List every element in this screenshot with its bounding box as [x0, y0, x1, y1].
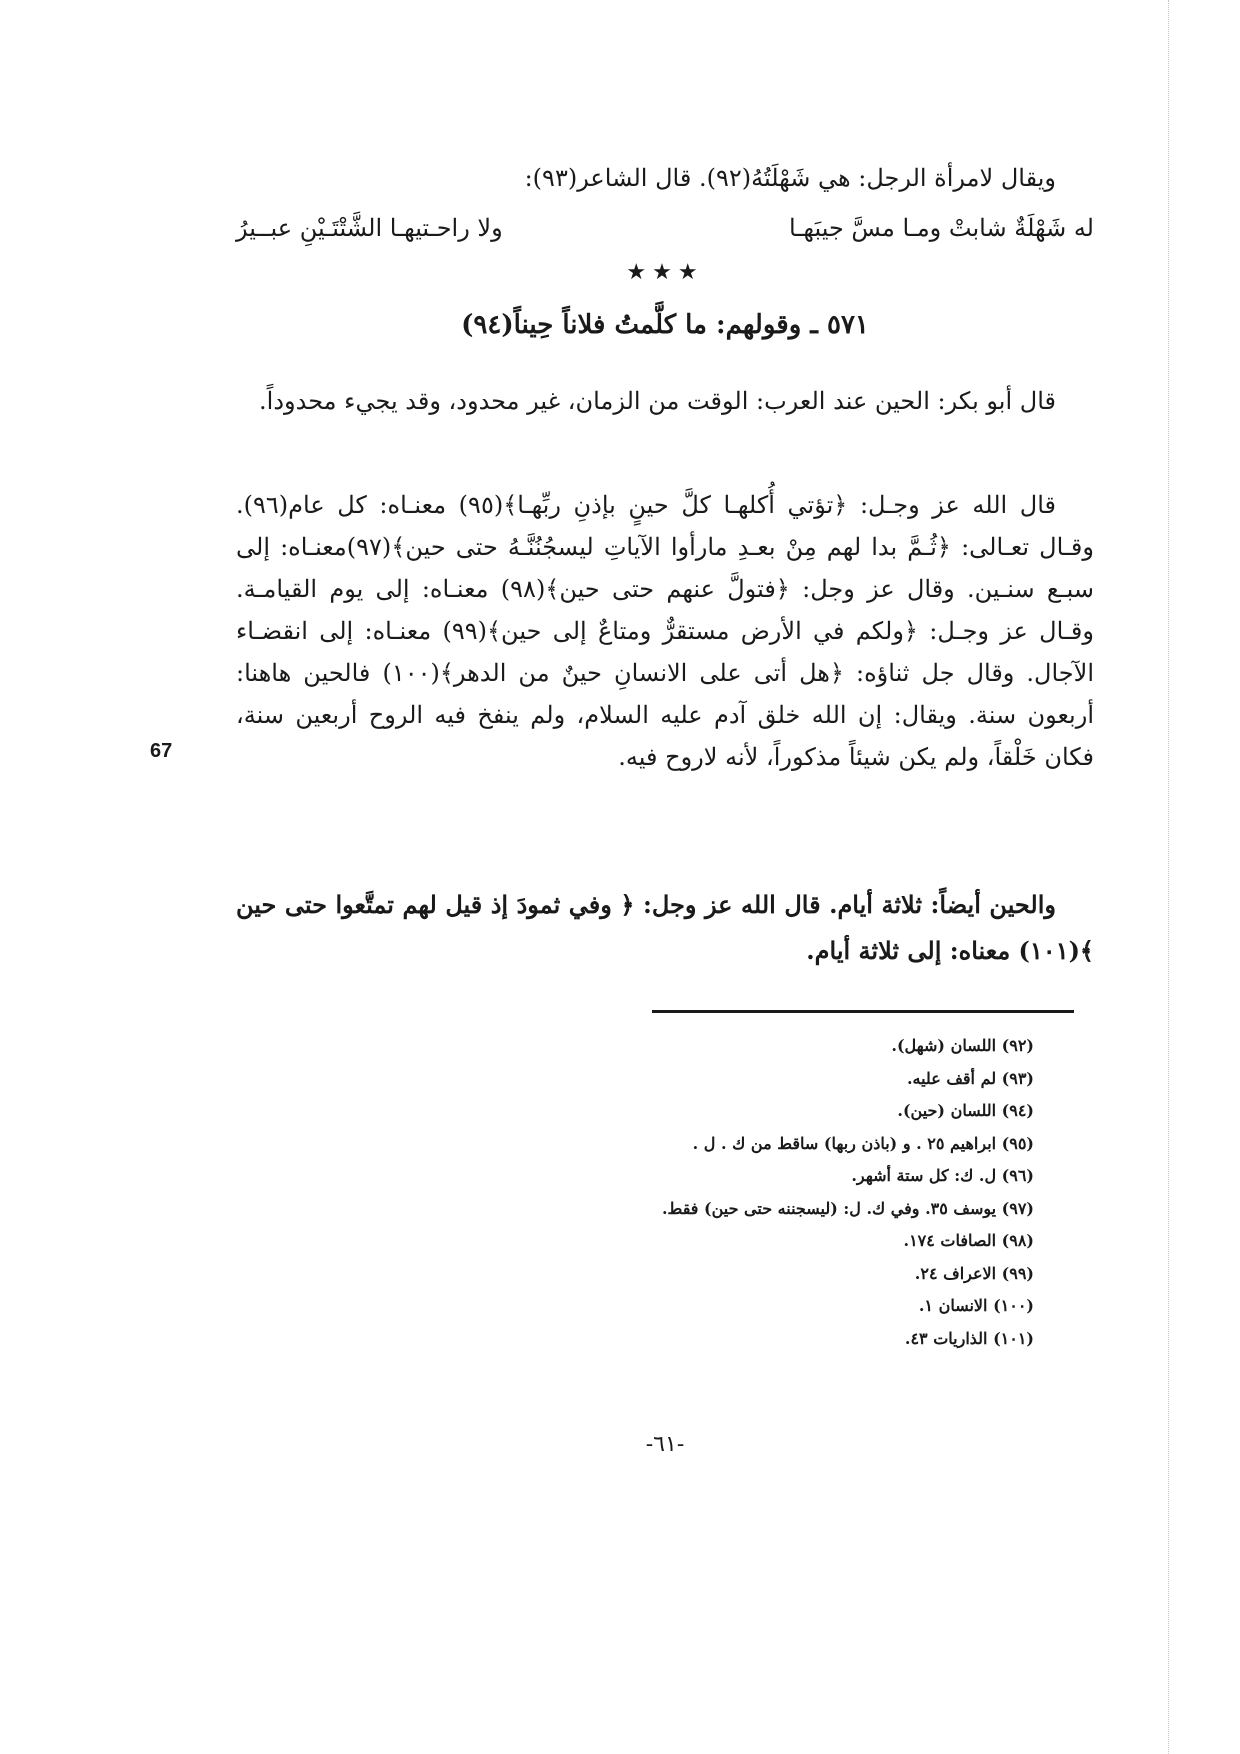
footnote-divider	[652, 1010, 1074, 1013]
footnote: (١٠١) الذاريات ٤٣.	[904, 1328, 1034, 1348]
section-separator: ★★★	[626, 260, 704, 285]
footnotes-list	[236, 1030, 1034, 1355]
footnote: (١٠٠) الانسان ١.	[918, 1296, 1034, 1315]
footnote: (٩٦) ل. ك: كل ستة أشهر.	[851, 1166, 1034, 1185]
entry-heading: ٥٧١ ـ وقولهم: ما كلَّمتُ فلاناً حِيناً(٩٤)	[461, 310, 869, 340]
footnote: (٩٥) ابراهيم ٢٥ . و (باذن ربها) ساقط من ك . ل .	[692, 1133, 1034, 1153]
paragraph: قال أبو بكر: الحين عند العرب: الوقت من الزمان، غير محدود، وقد يجيء محدوداً.	[259, 387, 1056, 415]
footnote: (٩٤) اللسان (حين).	[897, 1101, 1034, 1120]
verse-first-hemistich: له شَهْلَةٌ شابتْ ومـا مسَّ جيبَهـا	[789, 214, 1094, 242]
poem-verse	[236, 208, 1094, 248]
intro-line: ويقال لامرأة الرجل: هي شَهْلَتُهُ(٩٢). قال الشاعر(٩٣):	[524, 164, 1056, 192]
paragraph: والحين أيضاً: ثلاثة أيام. قال الله عز وجل: ﴿ وفي ثمودَ إذ قيل لهم تمتَّعوا حتى حين ﴾(١٠١) معناه: إلى ثلاثة أيام.	[236, 890, 1094, 965]
footnote: (٩٨) الصافات ١٧٤.	[903, 1231, 1034, 1250]
margin-page-number: 67	[150, 740, 173, 762]
footnote: (٩٩) الاعراف ٢٤.	[914, 1263, 1034, 1283]
scan-edge-line	[1168, 0, 1169, 1754]
paragraph: قال الله عز وجـل: ﴿تؤتي أُكلهـا كلَّ حينٍ بإذنِ ربِّهـا﴾(٩٥) معنـاه: كل عام(٩٦). وقـال تعـالى: ﴿ثُـمَّ بدا لهم مِنْ بعـدِ مارأوا الآياتِ ليسجُنُنَّـهُ حتى حين﴾(٩٧)معنـاه: إلى سبـع سنـين. وقال عز وجل: ﴿فتولَّ عنهم حتى حين﴾(٩٨) معنـاه: إلى يوم القيامـة. وقـال عز وجـل: ﴿ولكم في الأرض مستقرٌّ ومتاعٌ إلى حين﴾(٩٩) معنـاه: إلى انقضـاء الآجال. وقال جل ثناؤه: ﴿هل أتى على الانسانِ حينٌ من الدهر﴾(١٠٠) فالحين هاهنا: أربعون سنة. ويقال: إن الله خلق آدم عليه السلام، ولم ينفخ فيه الروح أربعين سنة، فكان خَلْقاً، ولم يكن شيئاً مذكوراً، لأنه لاروح فيه.	[236, 491, 1094, 771]
footnote: (٩٣) لم أقف عليه.	[906, 1068, 1034, 1088]
page-number: -٦١-	[645, 1432, 685, 1457]
verse-second-hemistich: ولا راحـتيهـا الشَّتْتَـيْنِ عبــيرُ	[236, 214, 503, 242]
footnote: (٩٧) يوسف ٣٥. وفي ك. ل: (ليسجننه حتى حين) فقط.	[661, 1198, 1034, 1218]
footnote: (٩٢) اللسان (شهل).	[891, 1036, 1034, 1055]
